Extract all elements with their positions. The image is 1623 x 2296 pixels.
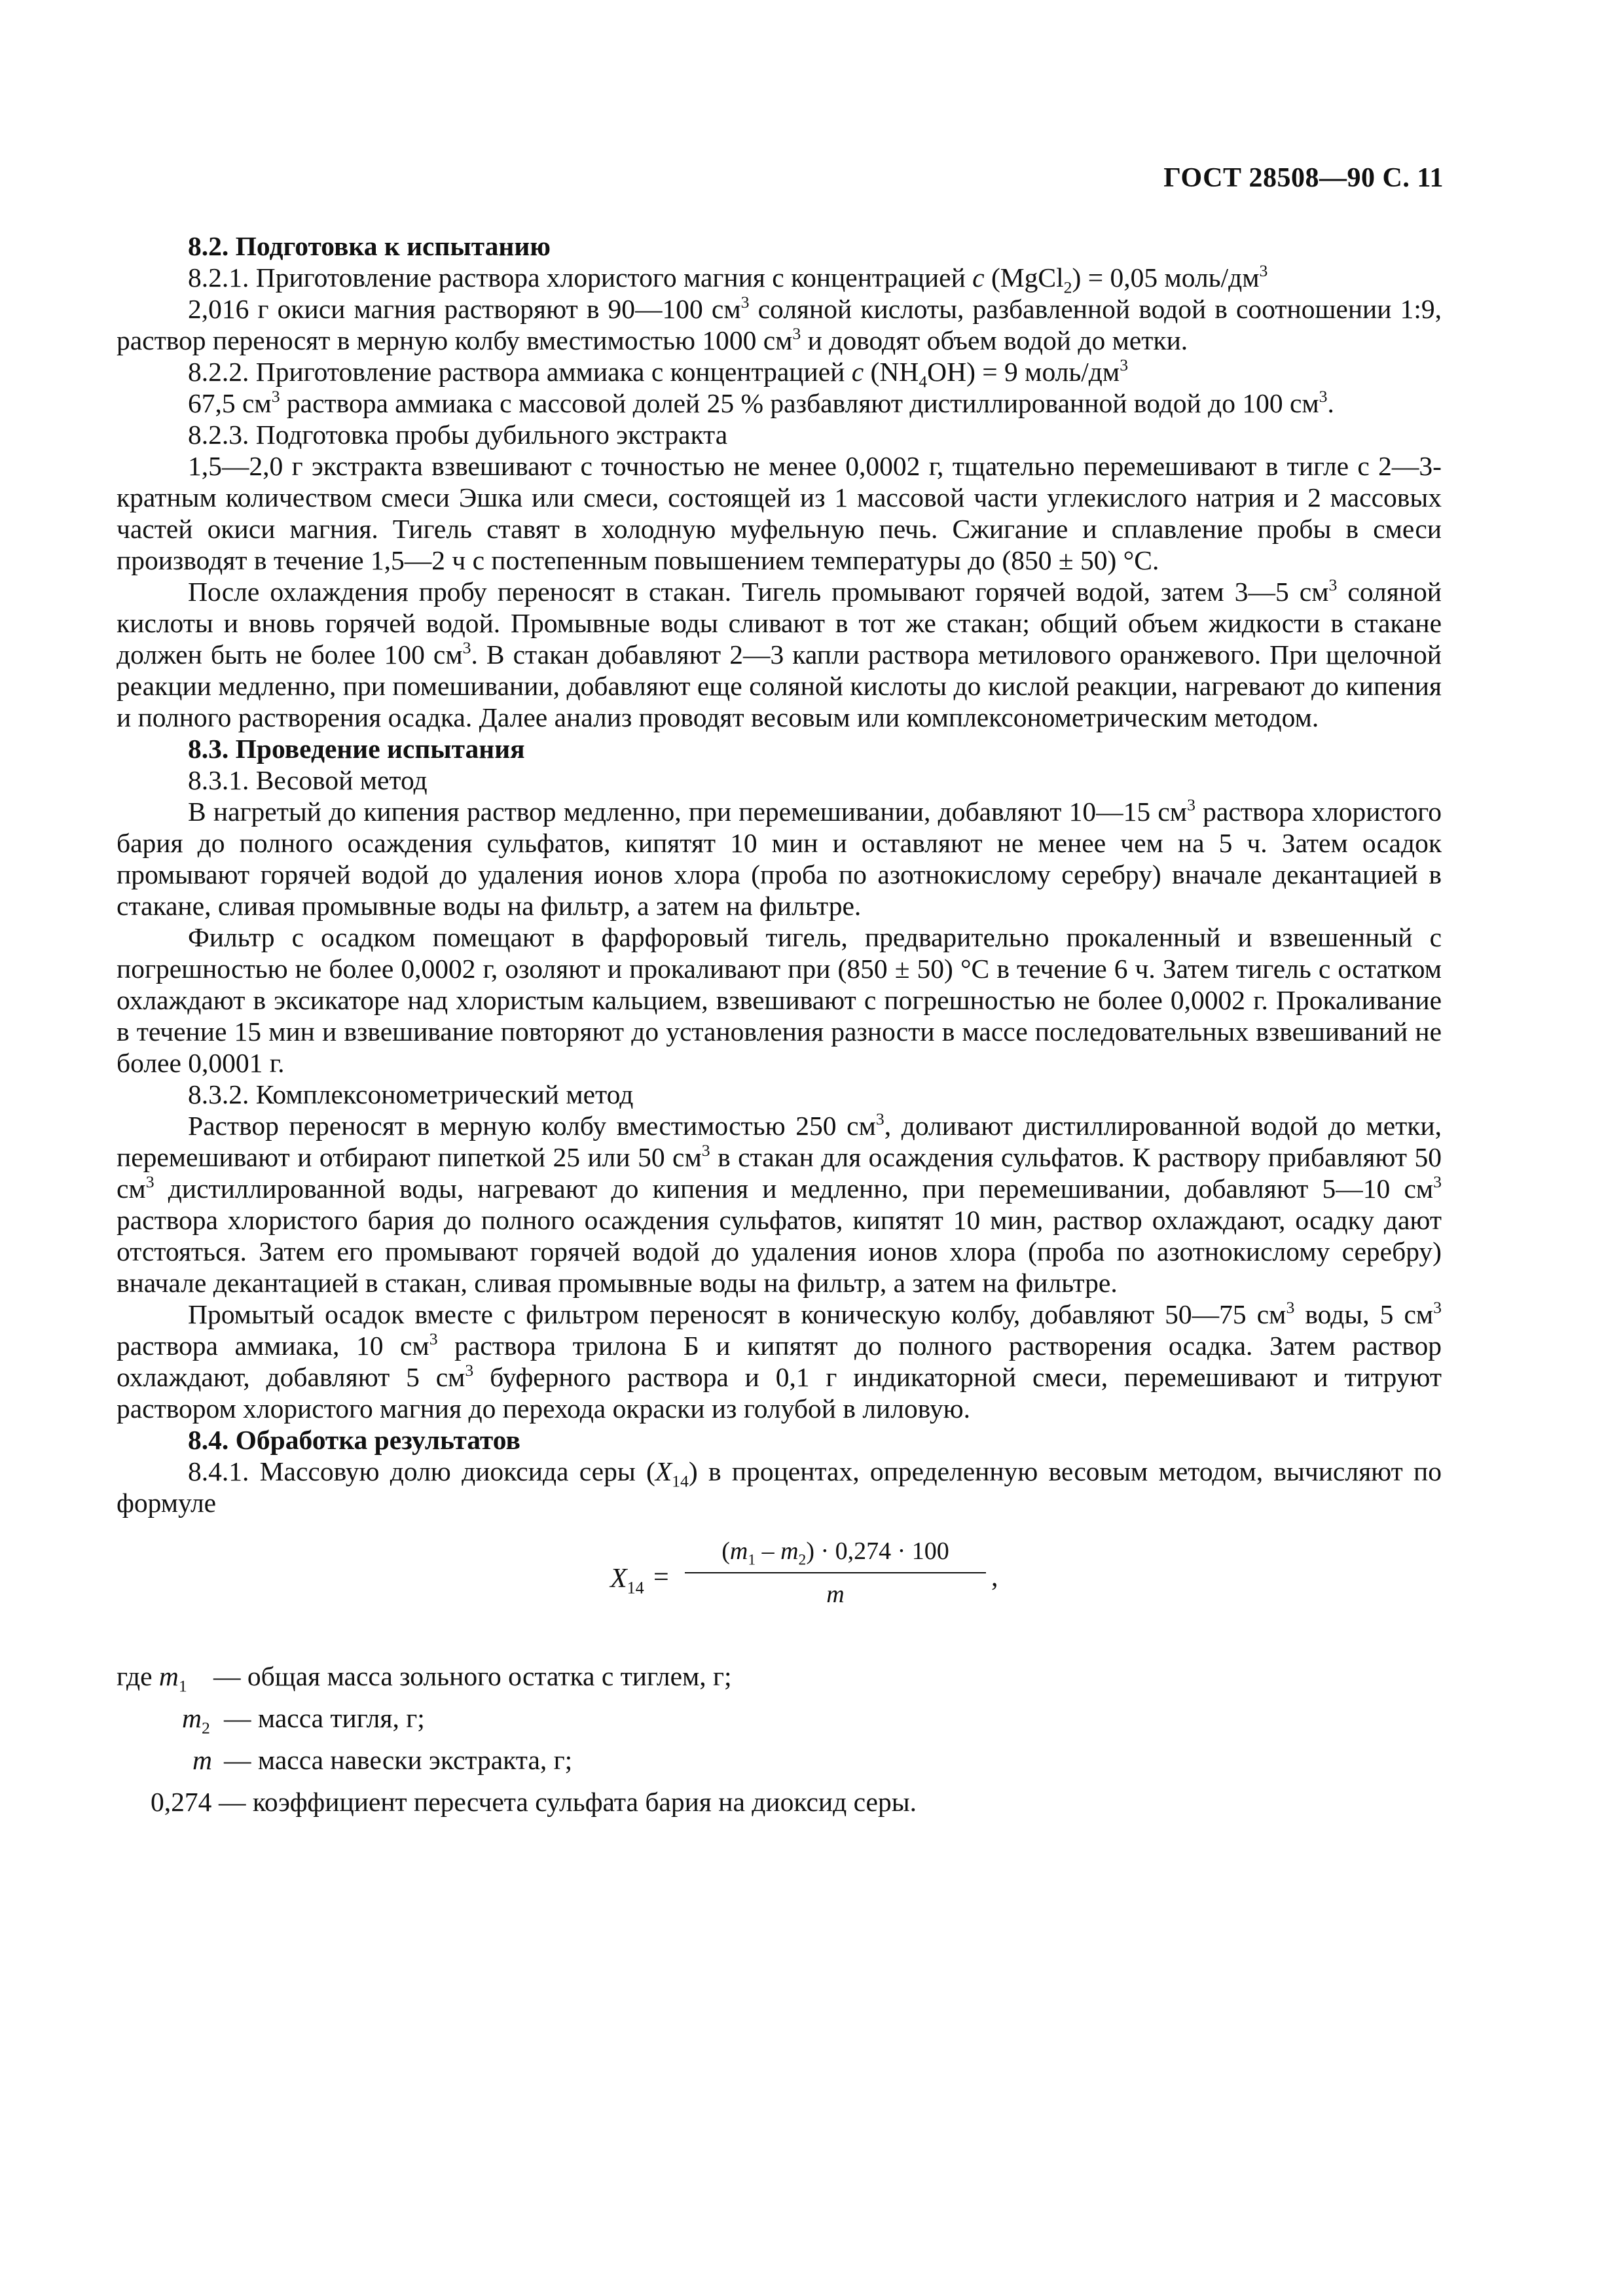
- para-8-2-1: 8.2.1. Приготовление раствора хлористого магния с концентрацией c (MgCl$_2$) = 0,05 моль/$дм^3$: [188, 260, 1268, 297]
- formula-lhs: $X_{14}$: [610, 1564, 644, 1598]
- legend-description: — масса навески экстракта, г;: [224, 1745, 573, 1775]
- para-extract-sample: 1,5—2,0 г экстракта взвешивают с точностью не менее 0,0002 г, тщательно перемешивают в тигле с 2—3-кратным количеством смеси Эшка или смеси, состоящей из 1 массовой части углекислого натрия и 2 массовых частей окиси магния. Тигель ставят в холодную муфельную печь. Сжигание и сплавление пробы в смеси производят в течение 1,5—2 ч с постепенным повышением температуры до (850 ± 50) °С.: [117, 451, 1442, 575]
- para-after-cooling: После охлаждения пробу переносят в стакан. Тигель промывают горячей водой, затем 3—5 $см^3$ соляной кислоты и вновь горячей водой. Промывные воды сливают в тот же стакан; общий объем жидкости в стакане должен быть не более 100 $см^3$. В стакан добавляют 2—3 капли раствора метилового оранжевого. При щелочной реакции медленно, при помешивании, добавляют еще соляной кислоты до кислой реакции, нагревают до кипения и полного растворения осадка. Далее анализ проводят весовым или комплексонометрическим методом.: [117, 575, 1442, 732]
- para-8-2-2: 8.2.2. Приготовление раствора аммиака с концентрацией c $(NH_4OH) = 9$ моль/$дм^3$: [188, 355, 1129, 391]
- legend-description: — масса тигля, г;: [224, 1703, 425, 1733]
- para-gravimetric: В нагретый до кипения раствор медленно, при перемешивании, добавляют 10—15 $см^3$ раствора хлористого бария до полного осаждения сульфатов, кипятят 10 мин и оставляют не менее чем на 5 ч. Затем осадок промывают горячей водой до удаления ионов хлора (проба по азотнокислому серебру) вначале декантацией в стакане, сливая промывные воды на фильтр, а затем на фильтре.: [117, 795, 1442, 921]
- para-8-4-1: 8.4.1. Массовую долю диоксида серы $(X_{14})$ в процентах, определенную весовым методом, вычисляют по формуле: [117, 1456, 1442, 1518]
- para-8-2-3: 8.2.3. Подготовка пробы дубильного экстракта: [188, 420, 728, 450]
- legend-row-m2: [117, 1698, 1442, 1740]
- legend-symbol: где $m_1$: [117, 1661, 187, 1696]
- legend-description: — коэффициент пересчета сульфата бария на диоксид серы.: [219, 1787, 917, 1817]
- legend-description: — общая масса зольного остатка с тиглем, г;: [213, 1661, 732, 1691]
- section-8-4-title: 8.4. Обработка результатов: [188, 1425, 520, 1455]
- para-complexometric: Раствор переносят в мерную колбу вместимостью 250 $см^3$, доливают дистиллированной водой до метки, перемешивают и отбирают пипеткой 25 или 50 $см^3$ в стакан для осаждения сульфатов. К раствору прибавляют 50 $см^3$ дистиллированной воды, нагревают до кипения и медленно, при перемешивании, добавляют 5—10 $см^3$ раствора хлористого бария до полного осаждения сульфатов, кипятят 10 мин, раствор охлаждают, осадку дают отстояться. Затем его промывают горячей водой до удаления ионов хлора (проба по азотнокислому серебру) вначале декантацией в стакан, сливая промывные воды на фильтр, а затем на фильтре.: [117, 1109, 1442, 1298]
- legend-symbol: m: [192, 1745, 212, 1775]
- legend-row-coefficient: [117, 1782, 1442, 1823]
- formula-numerator: $(m_1 - m_2) \cdot 0,274 \cdot 100$: [721, 1537, 949, 1569]
- legend-symbol: 0,274: [151, 1787, 212, 1817]
- para-magnesium-solution: 2,016 г окиси магния растворяют в 90—100 $см^3$ соляной кислоты, разбавленной водой в соотношении 1:9, раствор переносят в мерную колбу вместимостью 1000 $см^3$ и доводят объем водой до метки.: [117, 292, 1442, 355]
- para-8-3-1: 8.3.1. Весовой метод: [188, 765, 428, 795]
- legend-row-m1: [117, 1656, 1442, 1698]
- section-8-3-title: 8.3. Проведение испытания: [188, 734, 525, 764]
- fraction-bar: [685, 1572, 986, 1573]
- document-body: [117, 230, 1442, 1823]
- para-8-3-2: 8.3.2. Комплексонометрический метод: [188, 1079, 634, 1109]
- legend-symbol: $m_2$: [182, 1703, 210, 1738]
- formula-comma: ,: [991, 1562, 998, 1592]
- formula-legend: [117, 1656, 1442, 1823]
- para-washed-precipitate: Промытый осадок вместе с фильтром переносят в коническую колбу, добавляют 50—75 $см^3$ воды, 5 $см^3$ раствора аммиака, 10 $см^3$ раствора трилона Б и кипятят до полного растворения осадка. Затем раствор охлаждают, добавляют 5 $см^3$ буферного раствора и 0,1 г индикаторной смеси, перемешивают и титруют раствором хлористого магния до перехода окраски из голубой в лиловую.: [117, 1297, 1442, 1424]
- section-8-2-title: 8.2. Подготовка к испытанию: [188, 231, 551, 261]
- para-ammonia-solution: 67,5 $см^3$ раствора аммиака с массовой долей 25 % разбавляют дистиллированной водой до 100 $см^3$.: [188, 386, 1334, 418]
- formula-x14: [117, 1535, 1442, 1622]
- formula-denominator: m: [826, 1581, 845, 1608]
- legend-row-m: [117, 1740, 1442, 1782]
- para-filter-crucible: Фильтр с осадком помещают в фарфоровый тигель, предварительно прокаленный и взвешенный с погрешностью не более 0,0002 г, озоляют и прокаливают при (850 ± 50) °С в течение 6 ч. Затем тигель с остатком охлаждают в эксикаторе над хлористым кальцием, взвешивают с погрешностью не более 0,0002 г. Прокаливание в течение 15 мин и взвешивание повторяют до установления разности в массе последовательных взвешиваний не более 0,0001 г.: [117, 922, 1442, 1078]
- formula-equals: =: [653, 1562, 669, 1592]
- page-header: ГОСТ 28508—90 С. 11: [1163, 163, 1444, 193]
